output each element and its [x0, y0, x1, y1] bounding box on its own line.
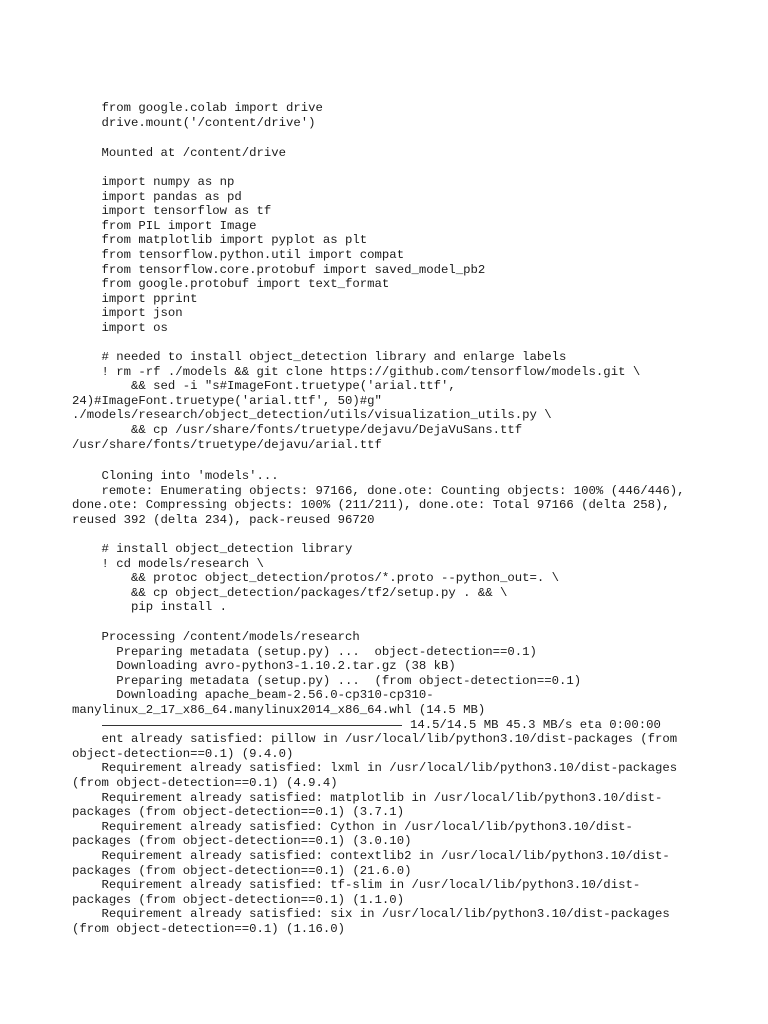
output-line: Mounted at /content/drive: [72, 146, 287, 160]
code-line: import os: [72, 320, 168, 335]
output-line: object-detection==0.1) (9.4.0): [72, 746, 294, 761]
code-line: import pprint: [72, 291, 198, 306]
download-progress: [72, 718, 732, 733]
output-line: Processing /content/models/research: [72, 630, 360, 644]
code-install-object-detection: [72, 542, 732, 615]
code-line: ! rm -rf ./models && git clone https://github.com/tensorflow/models.git \: [72, 364, 641, 379]
output-line: (from object-detection==0.1) (1.16.0): [72, 921, 346, 936]
code-line: # install object_detection library: [72, 542, 353, 556]
output-line: packages (from object-detection==0.1) (3.0.10): [72, 834, 412, 849]
output-line: Requirement already satisfied: tf-slim in /usr/local/lib/python3.10/dist-: [72, 878, 641, 893]
output-line: Requirement already satisfied: Cython in /usr/local/lib/python3.10/dist-: [72, 819, 633, 834]
progress-bar: [102, 725, 402, 726]
code-line: # needed to install object_detection library and enlarge labels: [72, 350, 567, 364]
code-clone-models: [72, 350, 732, 452]
code-line: from google.colab import drive: [72, 101, 323, 115]
output-line: done.ote: Compressing objects: 100% (211/211), done.ote: Total 97166 (delta 258),: [72, 498, 670, 513]
output-line: (from object-detection==0.1) (4.9.4): [72, 775, 338, 790]
output-line: packages (from object-detection==0.1) (3.7.1): [72, 805, 405, 820]
output-line: Cloning into 'models'...: [72, 469, 279, 483]
code-line: pip install .: [72, 600, 227, 615]
code-line: from tensorflow.core.protobuf import saved_model_pb2: [72, 262, 486, 277]
output-line: Requirement already satisfied: matplotlib in /usr/local/lib/python3.10/dist-: [72, 790, 663, 805]
output-line: manylinux_2_17_x86_64.manylinux2014_x86_64.whl (14.5 MB): [72, 702, 486, 717]
code-line: from matplotlib import pyplot as plt: [72, 233, 368, 248]
code-line: 24)#ImageFont.truetype('arial.ttf', 50)#g": [72, 393, 382, 408]
code-line: && sed -i "s#ImageFont.truetype('arial.ttf',: [72, 379, 456, 394]
output-line: reused 392 (delta 234), pack-reused 96720: [72, 512, 375, 527]
progress-text: 14.5/14.5 MB 45.3 MB/s eta 0:00:00: [410, 717, 661, 732]
output-line: Requirement already satisfied: six in /usr/local/lib/python3.10/dist-packages: [72, 907, 670, 922]
output-line: Downloading avro-python3-1.10.2.tar.gz (38 kB): [72, 659, 456, 674]
output-install-object-detection: [72, 630, 732, 936]
code-line: import pandas as pd: [72, 189, 242, 204]
code-line: ! cd models/research \: [72, 556, 264, 571]
code-line: && protoc object_detection/protos/*.proto --python_out=. \: [72, 571, 560, 586]
code-line: import json: [72, 306, 183, 321]
code-line: /usr/share/fonts/truetype/dejavu/arial.ttf: [72, 437, 382, 452]
output-line: ent already satisfied: pillow in /usr/local/lib/python3.10/dist-packages (from: [72, 732, 678, 747]
code-line: && cp object_detection/packages/tf2/setup.py . && \: [72, 585, 508, 600]
output-line: Preparing metadata (setup.py) ... (from object-detection==0.1): [72, 673, 582, 688]
output-line: Requirement already satisfied: contextlib2 in /usr/local/lib/python3.10/dist-: [72, 848, 670, 863]
code-line: from google.protobuf import text_format: [72, 277, 390, 292]
code-line: import numpy as np: [72, 175, 235, 189]
output-line: remote: Enumerating objects: 97166, done.ote: Counting objects: 100% (446/446),: [72, 483, 685, 498]
code-imports: [72, 175, 732, 336]
output-line: packages (from object-detection==0.1) (1.1.0): [72, 892, 405, 907]
output-line: packages (from object-detection==0.1) (21.6.0): [72, 863, 412, 878]
output-line: Requirement already satisfied: lxml in /usr/local/lib/python3.10/dist-packages: [72, 761, 678, 776]
code-line: ./models/research/object_detection/utils/visualization_utils.py \: [72, 408, 552, 423]
code-line: from PIL import Image: [72, 218, 257, 233]
output-line: Preparing metadata (setup.py) ... object-detection==0.1): [72, 644, 537, 659]
output-clone-models: [72, 469, 732, 527]
code-line: drive.mount('/content/drive'): [72, 115, 316, 130]
output-mount-drive: [72, 146, 732, 161]
code-line: import tensorflow as tf: [72, 204, 272, 219]
code-mount-drive: [72, 101, 732, 130]
code-line: from tensorflow.python.util import compat: [72, 247, 405, 262]
code-line: && cp /usr/share/fonts/truetype/dejavu/DejaVuSans.ttf: [72, 422, 523, 437]
output-line: Downloading apache_beam-2.56.0-cp310-cp310-: [72, 688, 434, 703]
